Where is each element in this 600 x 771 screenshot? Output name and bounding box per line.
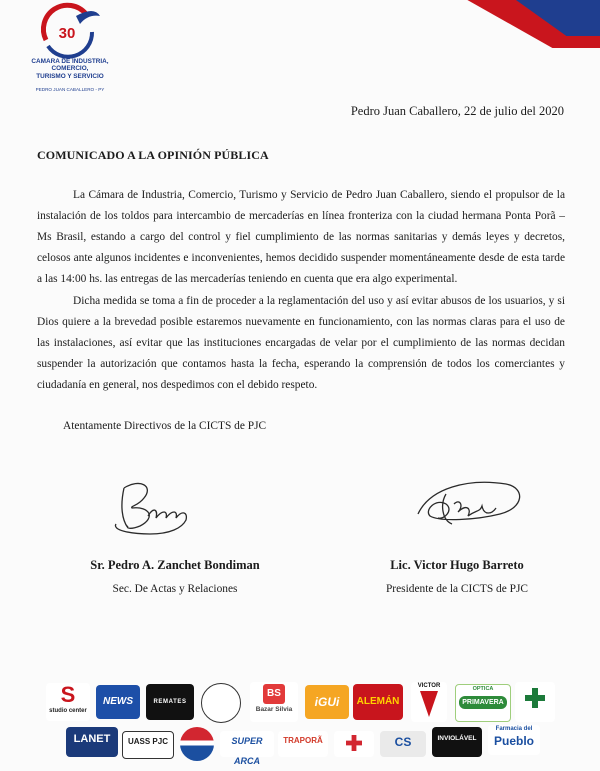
sponsor-logo-victor: VICTOR [411, 682, 447, 722]
sponsor-logo-bazar-silvia: BS Bazar Silvia [250, 682, 298, 722]
sponsor-logo-uass-pjc: UASS PJC [122, 731, 174, 759]
chamber-logo [14, 6, 126, 96]
signer-role: Sec. De Actas y Relaciones [112, 583, 238, 595]
signer-block-secretary [55, 558, 295, 595]
chamber-name: CAMARA DE INDUSTRIA, COMERCIO, TURISMO Y SERVICIO [31, 58, 109, 80]
document-title: COMUNICADO A LA OPINIÓN PÚBLICA [37, 148, 269, 162]
date-line: Pedro Juan Caballero, 22 de julio del 2020 [350, 104, 564, 118]
sponsor-logo-news: NEWS [96, 685, 140, 719]
closing-line: Atentamente Directivos de la CICTS de PJC [63, 420, 267, 432]
chamber-place: PEDRO JUAN CABALLERO - PY [35, 87, 105, 92]
sponsor-logo-remates: REMATES [146, 684, 194, 720]
signer-name: Lic. Victor Hugo Barreto [390, 558, 524, 572]
sponsor-logo-aleman: ALEMÁN [353, 684, 403, 720]
sponsor-logo-red-cross [334, 731, 374, 757]
svg-text:30: 30 [58, 25, 76, 42]
body-paragraph-1: La Cámara de Industria, Comercio, Turismo y Servicio de Pedro Juan Caballero, siendo el propulsor de la instalación de los toldos para intercambio de mercaderías en línea fronteriza con la ciudad hermana Ponta Porã – Ms Brasil, estando a cargo del control y fiel cumplimiento de las normas sanitarias y demás leyes y decretos, celosos ante algunos incidentes e inconvenientes, hemos decidido suspender momentáneamente desde de esta tarde a las 14:00 hs. las entregas de las mercaderías teniendo en cuenta que era algo experimental. [37, 189, 565, 285]
sponsor-logo-pepsi [180, 727, 214, 761]
signer-block-president [337, 558, 577, 595]
sponsor-logo-optica-primavera: OPTICA PRIMAVERA [455, 684, 511, 722]
sponsor-logo-super-arca: SUPER ARCA [220, 731, 274, 757]
sponsor-logo-crest [515, 682, 555, 722]
signature-zanchet [110, 476, 220, 540]
sponsor-logo-farmacia-del-pueblo: Farmacia del Pueblo [488, 725, 540, 755]
sponsor-logo-round-seal [201, 683, 241, 723]
body-paragraph-2: Dicha medida se toma a fin de proceder a la reglamentación del uso y así evitar abusos de los usuarios, y si Dios quiere a la brevedad posible estaremos nuevamente en funcionamiento, con las normas claras para el uso de las instalaciones, así evitar que las instituciones encargadas de velar por el cumplimiento de las normas decidan suspender la autorización que contamos hasta la fecha, esperando la comprensión de todos los comerciantes y ciudadanía en general, nos despedimos con el debido respeto. [37, 295, 565, 391]
sponsor-logo-inviolavel: INVIOLÁVEL [432, 727, 482, 757]
sponsor-logo-igui: iGUi [305, 685, 349, 719]
signature-barreto [410, 474, 530, 538]
sponsor-logo-trapora: TRAPORÃ [278, 731, 328, 757]
sponsor-logo-studio-center: S studio center [46, 683, 90, 721]
sponsor-logo-cs: CS [380, 731, 426, 757]
sponsor-logos-strip [0, 675, 600, 766]
sponsor-logo-lanet: LANET [66, 727, 118, 757]
signer-name: Sr. Pedro A. Zanchet Bondiman [90, 558, 260, 572]
signer-role: Presidente de la CICTS de PJC [385, 583, 529, 595]
chamber-emblem-icon [36, 6, 104, 60]
